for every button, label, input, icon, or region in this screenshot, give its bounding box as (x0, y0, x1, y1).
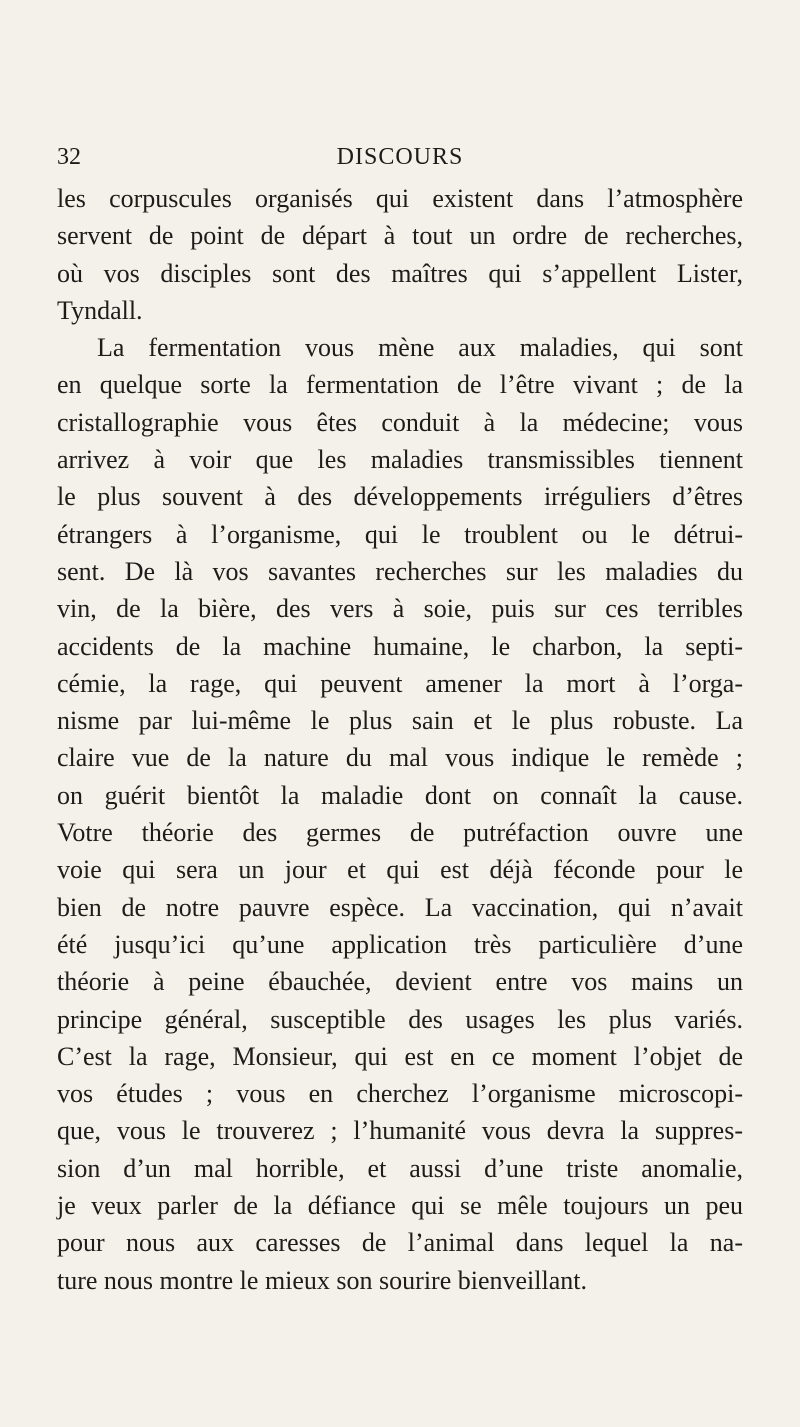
body-text (57, 180, 743, 1299)
page-number: 32 (57, 144, 81, 170)
text-line: bien de notre pauvre espèce. La vaccination, qui n’avait (57, 892, 743, 922)
page-header (57, 140, 743, 174)
text-line: vin, de la bière, des vers à soie, puis sur ces terribles (57, 594, 743, 624)
text-line: ture nous montre le mieux son sourire bienveillant. (57, 1265, 587, 1295)
text-line: sion d’un mal horrible, et aussi d’une triste anomalie, (57, 1153, 743, 1183)
text-line: La fermentation vous mène aux maladies, qui sont (97, 333, 743, 363)
text-line: principe général, susceptible des usages les plus variés. (57, 1004, 743, 1034)
text-line: je veux parler de la défiance qui se mêle toujours un peu (57, 1191, 743, 1221)
text-line: cristallographie vous êtes conduit à la médecine; vous (57, 407, 743, 437)
text-line: les corpuscules organisés qui existent dans l’atmosphère (57, 184, 743, 213)
text-line: théorie à peine ébauchée, devient entre vos mains un (57, 967, 743, 997)
text-line: servent de point de départ à tout un ordre de recherches, (57, 221, 743, 251)
text-line: que, vous le trouverez ; l’humanité vous devra la suppres- (57, 1116, 743, 1146)
text-line: arrivez à voir que les maladies transmissibles tiennent (57, 445, 743, 475)
text-line: pour nous aux caresses de l’animal dans lequel la na- (57, 1228, 743, 1258)
text-line: nisme par lui-même le plus sain et le plus robuste. La (57, 706, 743, 736)
text-line: cémie, la rage, qui peuvent amener la mort à l’orga- (57, 668, 743, 698)
text-line: le plus souvent à des développements irréguliers d’êtres (57, 482, 743, 512)
text-line: sent. De là vos savantes recherches sur les maladies du (57, 556, 743, 586)
text-line: vos études ; vous en cherchez l’organisme microscopi- (57, 1079, 743, 1109)
text-line: accidents de la machine humaine, le charbon, la septi- (57, 631, 743, 661)
text-line: Votre théorie des germes de putréfaction ouvre une (57, 818, 743, 848)
text-line: claire vue de la nature du mal vous indique le remède ; (57, 743, 743, 773)
text-line: on guérit bientôt la maladie dont on connaît la cause. (57, 780, 743, 810)
text-line: Tyndall. (57, 295, 143, 325)
text-line: voie qui sera un jour et qui est déjà féconde pour le (57, 855, 743, 885)
text-line: où vos disciples sont des maîtres qui s’appellent Lister, (57, 258, 743, 288)
running-title: DISCOURS (336, 144, 464, 170)
text-line: été jusqu’ici qu’une application très particulière d’une (57, 929, 743, 959)
text-line: C’est la rage, Monsieur, qui est en ce moment l’objet de (57, 1041, 743, 1071)
text-line: en quelque sorte la fermentation de l’être vivant ; de la (57, 370, 743, 400)
text-line: étrangers à l’organisme, qui le troublent ou le détrui- (57, 519, 743, 549)
